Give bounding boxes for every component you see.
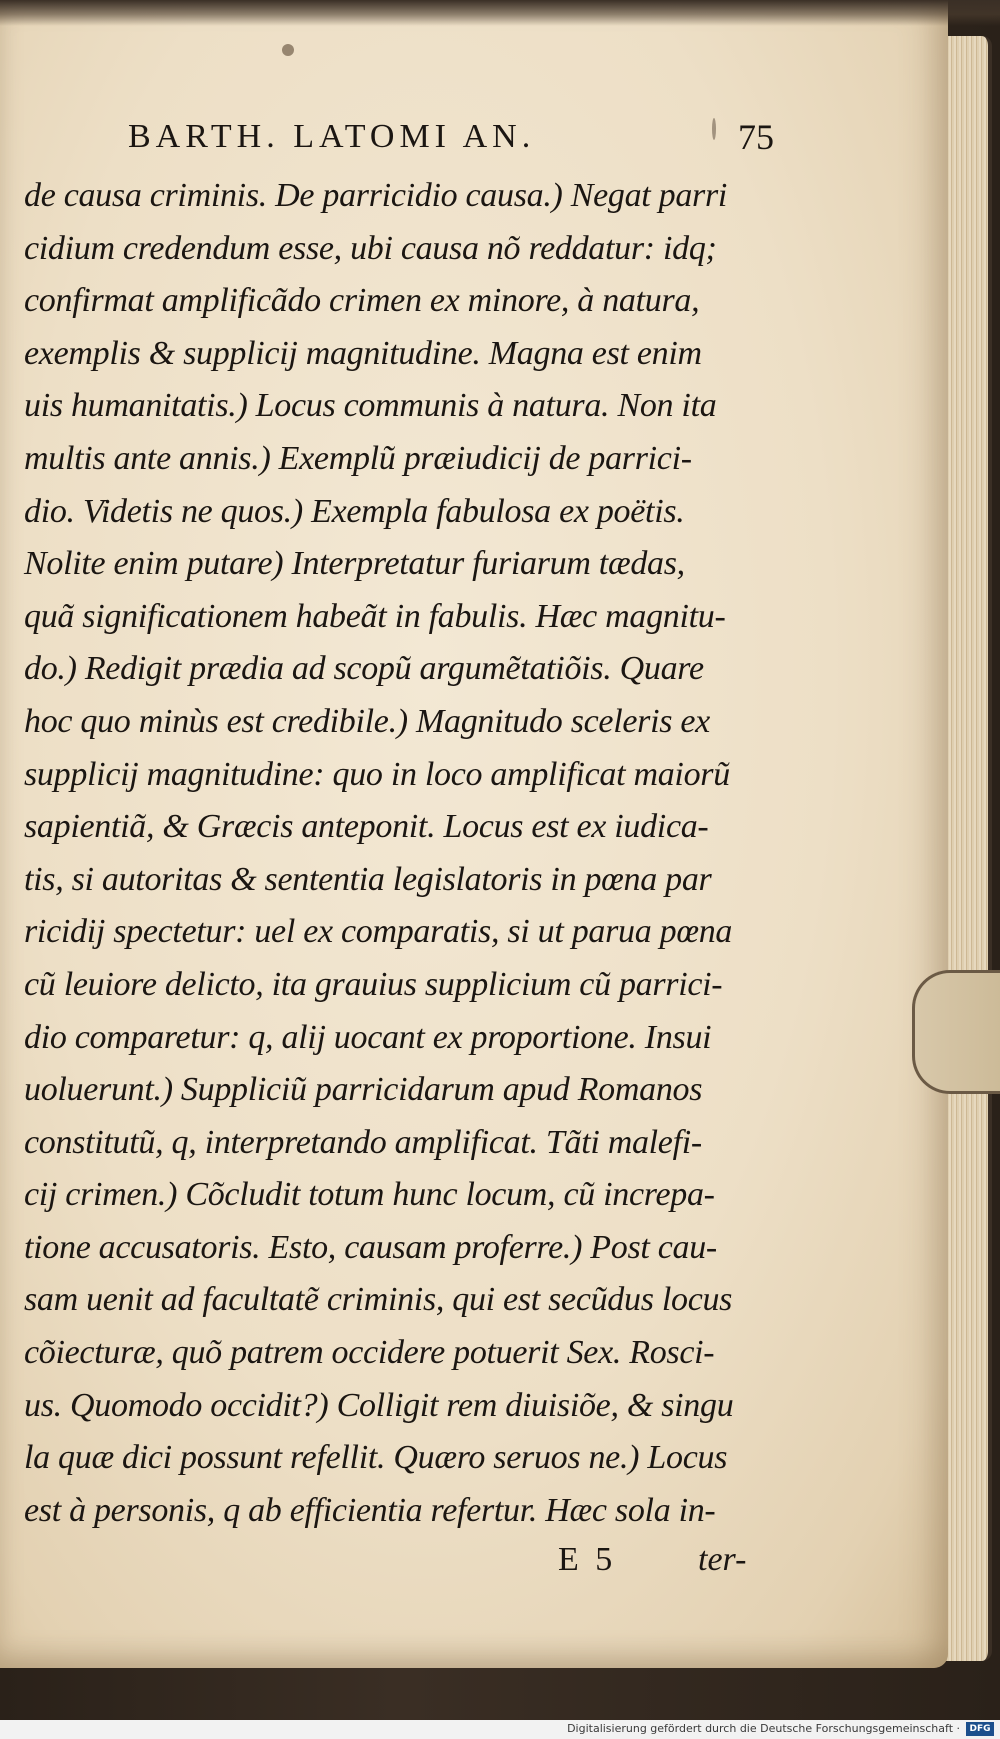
text-line-15: ricidij spectetur: uel ex comparatis, si ut parua pœna (24, 913, 733, 951)
text-line-20: cij crimen.) Cõcludit totum hunc locum, cũ increpa- (24, 1176, 715, 1214)
text-line-9: quã significationem habeãt in fabulis. Hæc magnitu- (24, 597, 726, 635)
text-line-22: sam uenit ad facultatẽ criminis, qui est secũdus locus (24, 1281, 733, 1319)
text-line-6: multis ante annis.) Exemplũ præiudicij de parrici- (24, 439, 692, 477)
text-line-13: sapientiã, & Græcis anteponit. Locus est ex iudica- (24, 808, 709, 846)
running-head: BARTH. LATOMI AN. (128, 118, 536, 155)
text-line-26: est à personis, q ab efficientia refertur. Hæc sola in- (24, 1491, 716, 1529)
signature-mark: E 5 (558, 1541, 617, 1579)
page-number: 75 (738, 117, 774, 157)
text-line-7: dio. Videtis ne quos.) Exempla fabulosa ex poëtis. (24, 492, 685, 530)
book-clasp (912, 970, 1000, 1094)
text-line-24: us. Quomodo occidit?) Colligit rem diuisiõe, & singu (24, 1386, 734, 1424)
text-line-10: do.) Redigit prædia ad scopũ argumẽtatiõis. Quare (24, 650, 704, 688)
text-line-19: constitutũ, q, interpretando amplificat. Tãti malefi- (24, 1123, 702, 1161)
ink-stain (282, 44, 294, 56)
body-text (24, 170, 784, 1537)
catchword: ter- (698, 1541, 747, 1579)
page-edges (944, 36, 992, 1661)
dfg-logo-icon: DFG (966, 1722, 994, 1736)
text-line-5: uis humanitatis.) Locus communis à natura. Non ita (24, 387, 717, 425)
digitization-footer (0, 1720, 1000, 1739)
text-line-2: cidium credendum esse, ubi causa nõ reddatur: idq; (24, 229, 717, 267)
funding-credit: Digitalisierung gefördert durch die Deutsche Forschungsgemeinschaft · (567, 1722, 960, 1735)
text-block (24, 112, 784, 1589)
page-footer-catchwords (24, 1537, 784, 1589)
text-line-18: uoluerunt.) Suppliciũ parricidarum apud Romanos (24, 1071, 703, 1109)
binding-shadow (0, 0, 1000, 26)
text-line-21: tione accusatoris. Esto, causam proferre.) Post cau- (24, 1228, 717, 1266)
page-header (24, 112, 784, 160)
text-line-1: de causa criminis. De parricidio causa.) Negat parri (24, 177, 728, 214)
text-line-3: confirmat amplificãdo crimen ex minore, à natura, (24, 282, 700, 320)
text-line-16: cũ leuiore delicto, ita grauius supplicium cũ parrici- (24, 965, 723, 1003)
text-line-8: Nolite enim putare) Interpretatur furiarum tædas, (24, 545, 685, 583)
text-line-14: tis, si autoritas & sententia legislatoris in pœna par (24, 860, 712, 898)
text-line-25: la quæ dici possunt refellit. Quæro seruos ne.) Locus (24, 1439, 728, 1477)
text-line-11: hoc quo minùs est credibile.) Magnitudo sceleris ex (24, 702, 710, 740)
text-line-4: exemplis & supplicij magnitudine. Magna est enim (24, 334, 702, 372)
text-line-17: dio comparetur: q, alij uocant ex proportione. Insui (24, 1018, 712, 1056)
text-line-23: cõiecturæ, quõ patrem occidere potuerit Sex. Rosci- (24, 1334, 715, 1372)
text-line-12: supplicij magnitudine: quo in loco amplificat maiorũ (24, 755, 730, 793)
